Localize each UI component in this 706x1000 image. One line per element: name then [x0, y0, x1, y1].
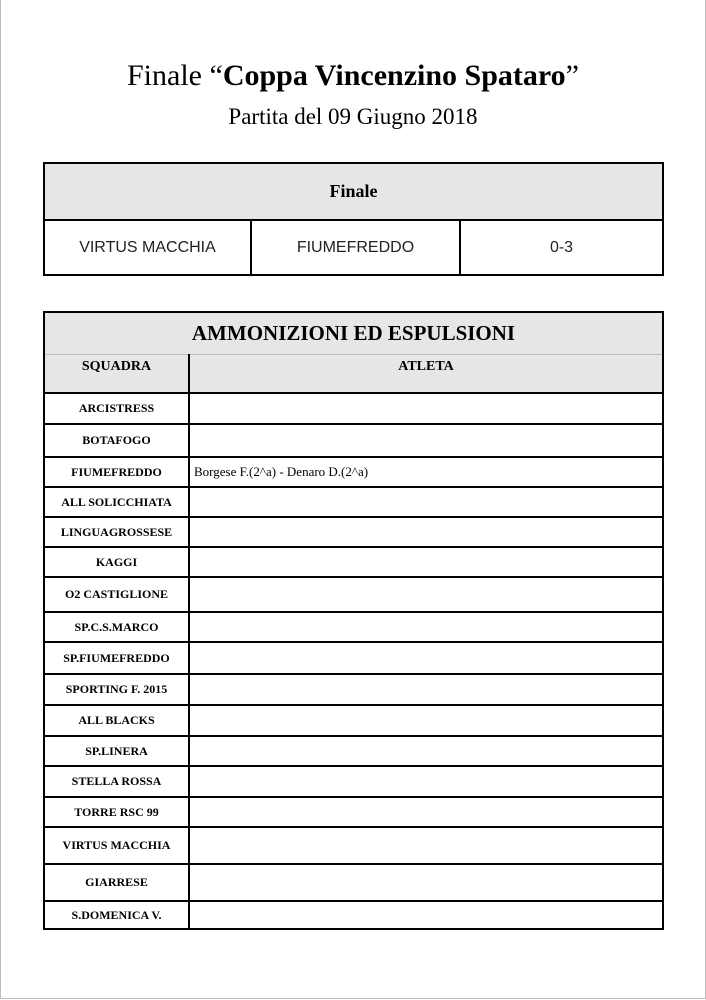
table-row: [44, 424, 663, 457]
athlete-cell: [189, 797, 663, 827]
table-row: [44, 797, 663, 827]
page-subtitle: Partita del 09 Giugno 2018: [228, 104, 478, 129]
team-name: FIUMEFREDDO: [44, 457, 189, 487]
athlete-cell: [189, 705, 663, 736]
table-row: [44, 457, 663, 487]
table-row: [44, 642, 663, 674]
table-row: [44, 577, 663, 612]
athlete-cell: [189, 766, 663, 797]
team-name: GIARRESE: [44, 864, 189, 901]
athlete-cell: [189, 517, 663, 547]
team-name: STELLA ROSSA: [44, 766, 189, 797]
table-row: [44, 487, 663, 517]
column-header-athlete: ATLETA: [189, 355, 663, 394]
team-name: KAGGI: [44, 547, 189, 577]
team-name: S.DOMENICA V.: [44, 901, 189, 929]
table-row: [44, 547, 663, 577]
table-row: [44, 393, 663, 424]
team-name: ARCISTRESS: [44, 393, 189, 424]
athlete-cell: [189, 901, 663, 929]
athlete-cell: [189, 393, 663, 424]
athlete-cell: [189, 642, 663, 674]
team-name: BOTAFOGO: [44, 424, 189, 457]
team-name: ALL BLACKS: [44, 705, 189, 736]
athlete-cell: [189, 547, 663, 577]
athlete-cell: [189, 577, 663, 612]
away-team: FIUMEFREDDO: [251, 220, 460, 275]
team-name: VIRTUS MACCHIA: [44, 827, 189, 864]
table-row: [44, 612, 663, 642]
team-name: ALL SOLICCHIATA: [44, 487, 189, 517]
home-team: VIRTUS MACCHIA: [44, 220, 251, 275]
athlete-cell: [189, 736, 663, 766]
team-name: SP.LINERA: [44, 736, 189, 766]
team-name: SPORTING F. 2015: [44, 674, 189, 705]
table-row: [44, 674, 663, 705]
discipline-table: [43, 311, 664, 930]
final-heading: Finale: [44, 163, 663, 220]
final-result-table: [43, 162, 664, 276]
table-row: [44, 736, 663, 766]
column-header-team: SQUADRA: [44, 355, 189, 394]
table-row: [44, 901, 663, 929]
table-row: [44, 864, 663, 901]
discipline-heading: AMMONIZIONI ED ESPULSIONI: [44, 312, 663, 355]
page-title: Finale “Coppa Vincenzino Spataro”: [127, 59, 579, 92]
athlete-cell: [189, 674, 663, 705]
athlete-cell: [189, 487, 663, 517]
team-name: TORRE RSC 99: [44, 797, 189, 827]
table-row: [44, 766, 663, 797]
team-name: SP.C.S.MARCO: [44, 612, 189, 642]
table-row: [44, 517, 663, 547]
athlete-cell: [189, 612, 663, 642]
table-row: [44, 827, 663, 864]
team-name: O2 CASTIGLIONE: [44, 577, 189, 612]
team-name: SP.FIUMEFREDDO: [44, 642, 189, 674]
final-score: 0-3: [460, 220, 663, 275]
athlete-cell: [189, 424, 663, 457]
athlete-cell: [189, 827, 663, 864]
athlete-cell: Borgese F.(2^a) - Denaro D.(2^a): [189, 457, 663, 487]
athlete-cell: [189, 864, 663, 901]
team-name: LINGUAGROSSESE: [44, 517, 189, 547]
table-row: [44, 705, 663, 736]
